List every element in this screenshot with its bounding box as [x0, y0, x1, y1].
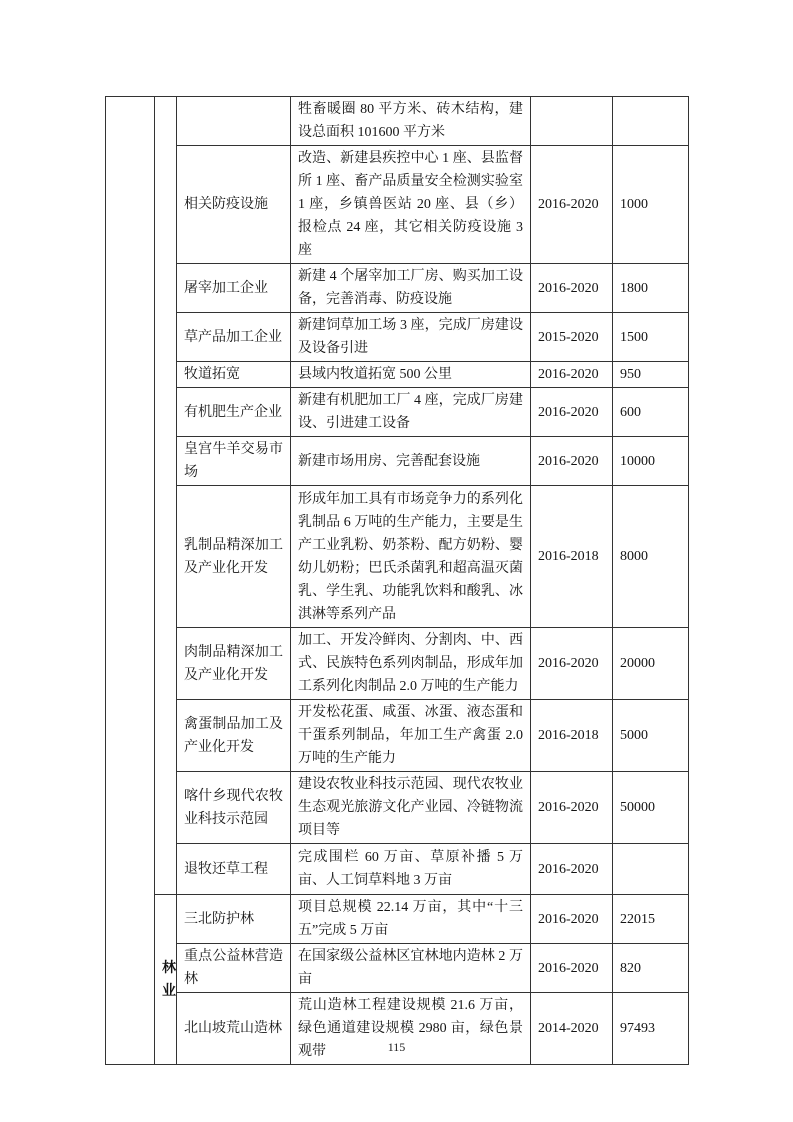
amount-cell: 22015	[613, 895, 689, 944]
table-row	[106, 895, 689, 944]
table-row	[106, 944, 689, 993]
description-cell: 新建市场用房、完善配套设施	[291, 437, 531, 486]
project-name-cell: 北山坡荒山造林	[177, 993, 291, 1065]
table-row	[106, 772, 689, 844]
description-cell: 县域内牧道拓宽 500 公里	[291, 362, 531, 388]
subcategory-cell-empty	[155, 97, 177, 895]
table-row	[106, 700, 689, 772]
period-cell: 2016-2018	[531, 486, 613, 628]
period-cell: 2016-2018	[531, 700, 613, 772]
period-cell	[531, 97, 613, 146]
projects-table	[105, 96, 689, 1065]
project-name-cell: 退牧还草工程	[177, 844, 291, 895]
project-name-cell: 喀什乡现代农牧业科技示范园	[177, 772, 291, 844]
project-name-cell: 重点公益林营造林	[177, 944, 291, 993]
table-row	[106, 628, 689, 700]
description-cell: 荒山造林工程建设规模 21.6 万亩，绿色通道建设规模 2980 亩，绿色景观带	[291, 993, 531, 1065]
amount-cell: 20000	[613, 628, 689, 700]
table-row	[106, 146, 689, 264]
period-cell: 2016-2020	[531, 362, 613, 388]
period-cell: 2016-2020	[531, 844, 613, 895]
project-name-cell: 禽蛋制品加工及产业化开发	[177, 700, 291, 772]
table-row	[106, 844, 689, 895]
period-cell: 2016-2020	[531, 264, 613, 313]
amount-cell	[613, 97, 689, 146]
project-name-cell	[177, 97, 291, 146]
description-cell: 开发松花蛋、咸蛋、冰蛋、液态蛋和干蛋系列制品，年加工生产禽蛋 2.0 万吨的生产能力	[291, 700, 531, 772]
project-name-cell: 三北防护林	[177, 895, 291, 944]
period-cell: 2016-2020	[531, 388, 613, 437]
description-cell: 形成年加工具有市场竞争力的系列化乳制品 6 万吨的生产能力，主要是生产工业乳粉、奶茶粉、配方奶粉、婴幼儿奶粉；巴氏杀菌乳和超高温灭菌乳、学生乳、功能乳饮料和酸乳、冰淇淋等系列产品	[291, 486, 531, 628]
description-cell: 牲畜暖圈 80 平方米、砖木结构，建设总面积 101600 平方米	[291, 97, 531, 146]
table-row	[106, 486, 689, 628]
amount-cell: 950	[613, 362, 689, 388]
project-name-cell: 草产品加工企业	[177, 313, 291, 362]
description-cell: 改造、新建县疾控中心 1 座、县监督所 1 座、畜产品质量安全检测实验室 1 座，乡镇兽医站 20 座、县（乡）报检点 24 座，其它相关防疫设施 3 座	[291, 146, 531, 264]
description-cell: 新建 4 个屠宰加工厂房、购买加工设备，完善消毒、防疫设施	[291, 264, 531, 313]
table-row	[106, 437, 689, 486]
description-cell: 建设农牧业科技示范园、现代农牧业生态观光旅游文化产业园、冷链物流项目等	[291, 772, 531, 844]
period-cell: 2015-2020	[531, 313, 613, 362]
period-cell: 2016-2020	[531, 895, 613, 944]
description-cell: 新建有机肥加工厂 4 座，完成厂房建设、引进建工设备	[291, 388, 531, 437]
project-name-cell: 屠宰加工企业	[177, 264, 291, 313]
amount-cell: 1000	[613, 146, 689, 264]
amount-cell: 600	[613, 388, 689, 437]
project-name-cell: 相关防疫设施	[177, 146, 291, 264]
amount-cell: 50000	[613, 772, 689, 844]
table-row	[106, 388, 689, 437]
table-row	[106, 362, 689, 388]
project-name-cell: 牧道拓宽	[177, 362, 291, 388]
table-row	[106, 313, 689, 362]
period-cell: 2016-2020	[531, 437, 613, 486]
table-row	[106, 264, 689, 313]
amount-cell: 8000	[613, 486, 689, 628]
description-cell: 新建饲草加工场 3 座，完成厂房建设及设备引进	[291, 313, 531, 362]
project-name-cell: 有机肥生产企业	[177, 388, 291, 437]
subcategory-cell-forestry: 林业	[155, 895, 177, 1065]
project-name-cell: 皇宫牛羊交易市场	[177, 437, 291, 486]
category-cell-empty	[106, 97, 155, 1065]
amount-cell: 1800	[613, 264, 689, 313]
table-row	[106, 97, 689, 146]
description-cell: 完成围栏 60 万亩、草原补播 5 万亩、人工饲草料地 3 万亩	[291, 844, 531, 895]
page-number: 115	[387, 1040, 406, 1054]
period-cell: 2016-2020	[531, 944, 613, 993]
amount-cell: 97493	[613, 993, 689, 1065]
project-name-cell: 乳制品精深加工及产业化开发	[177, 486, 291, 628]
amount-cell: 1500	[613, 313, 689, 362]
amount-cell	[613, 844, 689, 895]
description-cell: 在国家级公益林区宜林地内造林 2 万亩	[291, 944, 531, 993]
amount-cell: 820	[613, 944, 689, 993]
project-name-cell: 肉制品精深加工及产业化开发	[177, 628, 291, 700]
description-cell: 项目总规模 22.14 万亩，其中“十三五”完成 5 万亩	[291, 895, 531, 944]
period-cell: 2016-2020	[531, 146, 613, 264]
amount-cell: 5000	[613, 700, 689, 772]
period-cell: 2016-2020	[531, 772, 613, 844]
amount-cell: 10000	[613, 437, 689, 486]
period-cell: 2014-2020	[531, 993, 613, 1065]
description-cell: 加工、开发冷鲜肉、分割肉、中、西式、民族特色系列肉制品，形成年加工系列化肉制品 2.0 万吨的生产能力	[291, 628, 531, 700]
period-cell: 2016-2020	[531, 628, 613, 700]
